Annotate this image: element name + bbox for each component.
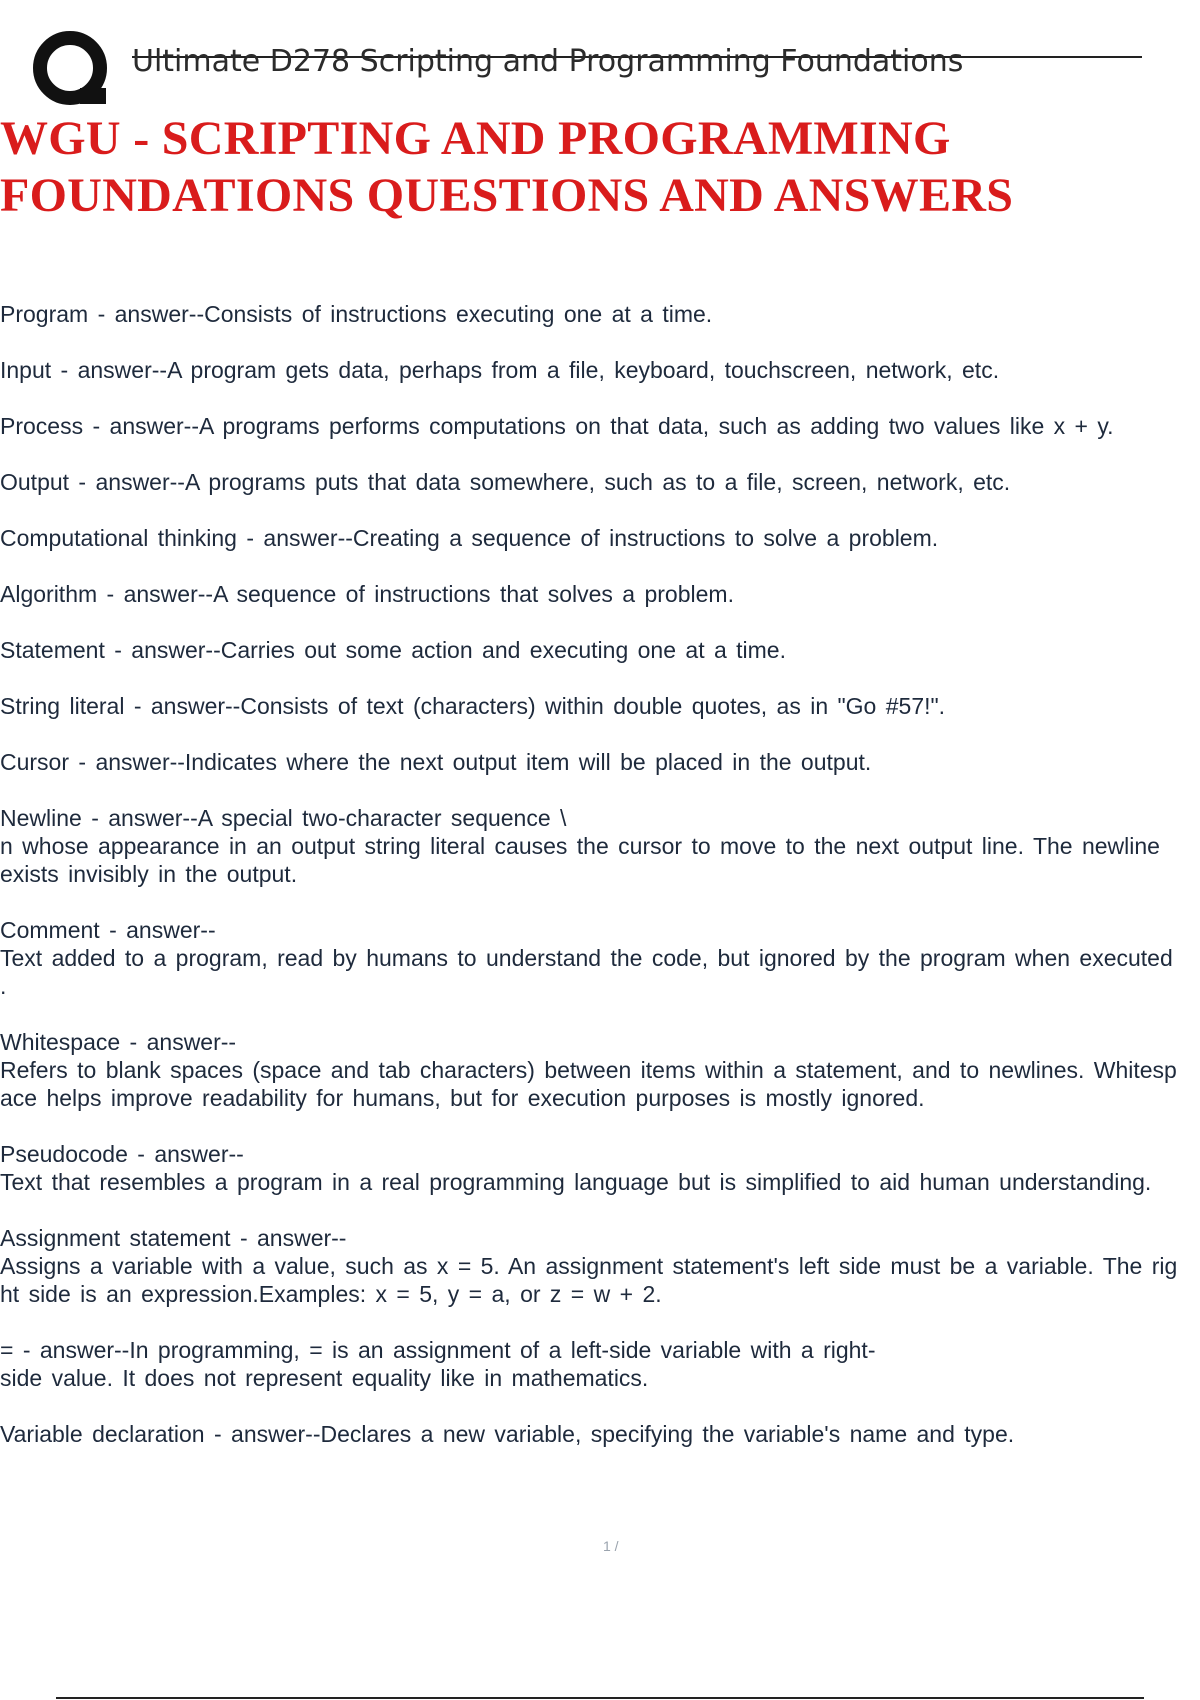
qa-item — [0, 1028, 1200, 1112]
qa-separator: - answer-- — [88, 301, 205, 327]
main-heading: WGU - SCRIPTING AND PROGRAMMING FOUNDATIONS QUESTIONS AND ANSWERS — [0, 112, 1014, 222]
qa-item — [0, 524, 1200, 552]
qa-answer: Text that resembles a program in a real programming language but is simplified to aid human understanding. — [0, 1169, 1152, 1195]
qa-answer: A special two-character sequence \ n whose appearance in an output string literal causes the cursor to move to the next output line. The newline exists invisibly in the output. — [0, 805, 1160, 887]
qa-answer: Text added to a program, read by humans to understand the code, but ignored by the program when executed . — [0, 945, 1173, 999]
qa-answer: A programs puts that data somewhere, such as to a file, screen, network, etc. — [184, 469, 1011, 495]
qa-term: Output — [0, 469, 70, 495]
qa-separator: - answer-- — [230, 1225, 347, 1251]
qa-separator: - answer-- — [69, 469, 185, 495]
qa-item — [0, 412, 1200, 440]
qa-term: Process — [0, 413, 84, 439]
qa-item — [0, 748, 1200, 776]
qa-separator: - answer-- — [204, 1421, 321, 1447]
qa-term: Algorithm — [0, 581, 98, 607]
logo-q-icon — [30, 30, 114, 114]
qa-separator: - answer-- — [236, 525, 353, 551]
qa-item — [0, 692, 1200, 720]
qa-answer: A sequence of instructions that solves a problem. — [213, 581, 734, 607]
qa-separator: - answer-- — [124, 693, 241, 719]
qa-answer: Refers to blank spaces (space and tab characters) between items within a statement, and to newlines. Whitesp ace helps improve readability for humans, but for execution purposes is mostly ignored. — [0, 1057, 1177, 1111]
qa-separator: - answer-- — [120, 1029, 237, 1055]
qa-term: Statement — [0, 637, 105, 663]
qa-separator: - answer-- — [13, 1337, 130, 1363]
qa-term: Variable declaration — [0, 1421, 205, 1447]
qa-term: Cursor — [0, 749, 70, 775]
qa-term: Input — [0, 357, 52, 383]
qa-answer: Declares a new variable, specifying the variable's name and type. — [320, 1421, 1015, 1447]
qa-item — [0, 916, 1200, 1000]
qa-item — [0, 300, 1200, 328]
qa-term: String literal — [0, 693, 125, 719]
qa-separator: - answer-- — [81, 805, 198, 831]
qa-answer: Consists of text (characters) within double quotes, as in "Go #57!". — [240, 693, 946, 719]
page-number: 1 / — [603, 1538, 619, 1554]
qa-answer: A program gets data, perhaps from a file, keyboard, touchscreen, network, etc. — [167, 357, 1000, 383]
qa-term: Comment — [0, 917, 100, 943]
qa-answer: In programming, = is an assignment of a left-side variable with a right- side value. It does not represent equality like in mathematics. — [0, 1337, 876, 1391]
qa-term: Whitespace — [0, 1029, 121, 1055]
qa-answer: Indicates where the next output item will be placed in the output. — [184, 749, 872, 775]
footer-rule — [56, 1697, 1144, 1699]
qa-item — [0, 1420, 1200, 1448]
qa-separator: - answer-- — [127, 1141, 244, 1167]
qa-item — [0, 1336, 1200, 1392]
qa-separator: - answer-- — [51, 357, 168, 383]
qa-item — [0, 1224, 1200, 1308]
document-title: Ultimate D278 Scripting and Programming Foundations — [132, 44, 964, 79]
qa-item — [0, 468, 1200, 496]
qa-term: Pseudocode — [0, 1141, 128, 1167]
qa-separator: - answer-- — [99, 917, 216, 943]
qa-separator: - answer-- — [97, 581, 214, 607]
qa-term: Assignment statement — [0, 1225, 231, 1251]
qa-answer: A programs performs computations on that data, such as adding two values like x + y. — [199, 413, 1114, 439]
qa-answer: Carries out some action and executing one at a time. — [220, 637, 786, 663]
qa-term: = — [0, 1337, 14, 1363]
qa-separator: - answer-- — [69, 749, 185, 775]
qa-item — [0, 804, 1200, 888]
qa-term: Newline — [0, 805, 82, 831]
qa-answer: Consists of instructions executing one at a time. — [204, 301, 713, 327]
qa-term: Computational thinking — [0, 525, 237, 551]
qa-list — [0, 300, 1200, 1476]
qa-item — [0, 356, 1200, 384]
qa-item — [0, 636, 1200, 664]
qa-term: Program — [0, 301, 89, 327]
qa-answer: Creating a sequence of instructions to solve a problem. — [352, 525, 939, 551]
qa-separator: - answer-- — [83, 413, 199, 439]
qa-answer: Assigns a variable with a value, such as x = 5. An assignment statement's left side must be a variable. The rig ht side is an expression.Examples: x = 5, y = a, or z = w + 2. — [0, 1253, 1178, 1307]
qa-separator: - answer-- — [104, 637, 221, 663]
qa-item — [0, 1140, 1200, 1196]
qa-item — [0, 580, 1200, 608]
